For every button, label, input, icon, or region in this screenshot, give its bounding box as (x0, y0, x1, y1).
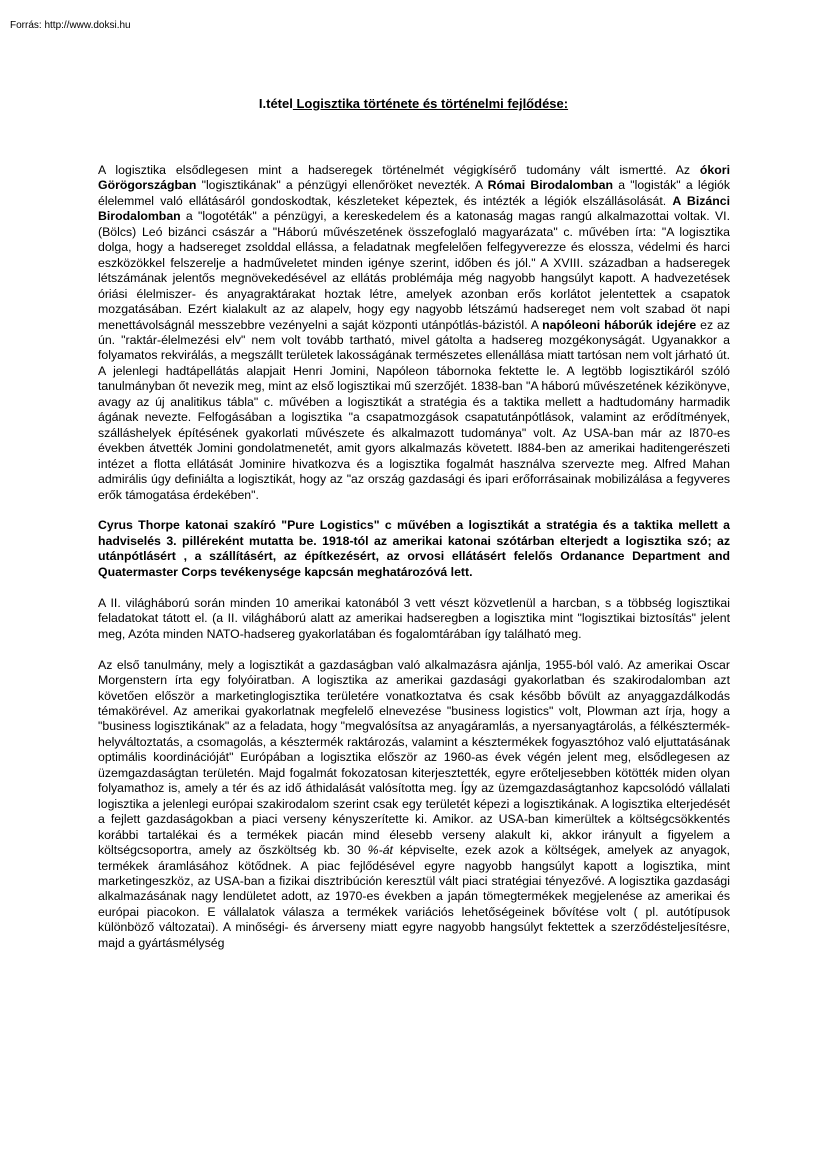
p1-text-4: a "logotéták" a pénzügyi, a kereskedelem és a katonaság magas rangú alkalmazottai voltak. VI. (Bölcs) Leó bizánci császár a "Háború művészetének összefoglaló magyarázata" c. művében írta: "A logisztika dolga, hogy a hadsereget zsolddal ellássa, a feladatnak megfelelően felfegyverezze és elossza, védelmi és harci eszközökkel felszerelje a hadműveletet minden igénye szerint, időben és jól." A XVIII. században a hadseregek létszámának jelentős megnövekedésével az ellátás problémája még nagyobb hangsúlyt kapott. A hadvezetések óriási élelmiszer- és anyagraktárakat hoztak létre, amelyek azonban erős korlátot jelentettek a csapatok mozgatásában. Ezért kialakult az az alapelv, hogy egy nagyobb létszámú hadsereget nem volt szabad öt napi menettávolságnál messzebbre vezényelni a saját központi utánpótlás-bázistól. A (98, 209, 730, 332)
p1-bold-3: A Bizánci Birodalomban (98, 193, 730, 224)
title-main: Logisztika története és történelmi fejlődése: (292, 96, 569, 111)
p1-bold-4: napóleoni háborúk idejére (542, 317, 697, 332)
p1-text-3: a "logisták" a légiók élelemmel való ellátásáról gondoskodtak, készleteket képeztek, és intézték a légiók elszállásolását. (98, 178, 731, 208)
p1-bold-2: Római Birodalomban (487, 178, 614, 193)
page-title (0, 96, 827, 111)
p4-text-1: Az első tanulmány, mely a logisztikát a gazdaságban való alkalmazásra ajánlja, 1955-ból való. Az amerikai Oscar Morgenstern írta egy folyóiratban. A logisztika az amerikai gazdasági gyakorlatban és szakirodalomban azt követően először a marketinglogisztika területére vonatkoztatva és csak később bővült az anyaggazdálkodás témakörével. Az amerikai gyakorlatnak megfelelő elnevezése "business logistics" volt, Plowman azt írja, hogy a "business logisztikának" az a feladata, hogy "megvalósítsa az anyagáramlás, a nyersanyagtárolás, a félkésztermék-helyváltoztatás, a csomagolás, a késztermék raktározás, valamint a késztermékek fogyasztóhoz való eljuttatásának optimális koordinációját" Európában a logisztika először az 1960-as évek végén jelent meg, elsődlegesen az üzemgazdaságtan területén. Majd fogalmát fokozatosan kiterjesztették, egyre erőteljesebben kötötték miden olyan folyamathoz is, amely a tér és az idő áthidalását valósította meg. Így az üzemgazdaságtanhoz kapcsolódó vállalati logisztika a jelenlegi európai szakirodalom szerint csak egy területét képezi a logisztikának. A logisztika elterjedését a fejlett gazdaságokban a piaci verseny kényszerítette ki. Amikor. az USA-ban kimerültek a költségcsökkentés korábbi tartalékai és a termékek piacán mind élesebb verseny alakult ki, akkor irányult a figyelem a költségcsoportra, amely az őszköltség kb. 30 (98, 657, 730, 858)
document-body (98, 163, 730, 967)
p1-text-5: ez az ún. "raktár-élelmezési elv" nem volt tovább tartható, mivel gátolta a hadsereg mozgékonyságát. Ugyanakkor a folyamatos rekvirálás, a megszállt területek lakosságának természetes ellenállása miatt tartósan nem volt járható út. A jelenlegi hadtápellátás alapjait Henri Jomini, Napóleon tábornoka fektette le. A legtöbb logisztikáról szóló tanulmányban őt nevezik meg, mint az első logisztikai mű szerzőjét. 1838-ban "A háború művészetének kézikönyve, avagy az új analitikus tábla" c. művében a logisztikát a stratégia és a taktika mellett a hadtudomány harmadik ágának nevezte. Felfogásában a logisztika "a csapatmozgások csapatutánpótlások, valamint az erődítmények, szálláshelyek építésének gyakorlati művészete és alkalmazott tudománya" volt. Az USA-ban már az I870-es években átvették Jomini gondolatmenetét, amit gyors alkalmazás követett. I884-ben az amerikai haditengerészeti intézet a flotta ellátását Jominire hivatkozva és a logisztika fogalmát használva szervezte meg. Alfred Mahan admirális úgy definiálta a logisztikát, hogy az "az ország gazdasági és ipari erőforrásainak mobilizálása a fegyveres erők támogatása érdekében". (98, 317, 730, 502)
paragraph-history (98, 163, 730, 503)
p4-italic-1: %-át (367, 843, 393, 858)
paragraph-thorpe: Cyrus Thorpe katonai szakíró "Pure Logistics" c művében a logisztikát a stratégia és a taktika mellett a hadviselés 3. pilléreként mutatta be. 1918-tól az amerikai katonai szótárban elterjedt a logisztika szó; az utánpótlásért , a szállításért, az építkezésért, az orvosi ellátásért felelős Ordanance Department and Quatermaster Corps tevékenysége kapcsán meghatározóvá lett. (98, 518, 730, 579)
paragraph-ww2: A II. világháború során minden 10 amerikai katonából 3 vett vészt közvetlenül a harcban, s a többség logisztikai feladatokat tátott el. (a II. világháború alatt az amerikai hadseregben a logisztika mint "logisztikai biztosítás" jelent meg, Azóta minden NATO-hadsereg gyakorlatában és fogalomtárában így található meg. (98, 595, 730, 641)
source-line: Forrás: http://www.doksi.hu (10, 20, 131, 31)
p1-text-1: A logisztika elsődlegesen mint a hadseregek történelmét végigkísérő tudomány vált ismertté. Az (98, 163, 700, 177)
p1-bold-1: ókori Görögországban (98, 163, 730, 193)
paragraph-economy (98, 658, 730, 952)
p4-text-2: képviselte, ezek azok a költségek, amelyek az anyagok, termékek áramlásához kötődnek. A piac fejlődésével egyre nagyobb hangsúlyt kapott a logisztika, mint marketingeszköz, az USA-ban a fizikai disztribúción keresztül vált piaci stratégiai tényezővé. A logisztika gazdasági alkalmazásának nagy lendületet adott, az 1970-es években a japán tömegtermékek megjelenése az amerikai és európai piacokon. E vállalatok válasza a termékek variációs lehetőségeinek bővítése volt ( pl. autótípusok különböző változatai). A minőségi- és árverseny miatt egyre nagyobb hangsúlyt fektettek a szerződésteljesítésre, majd a gyártásmélység (98, 843, 730, 950)
title-prefix: I.tétel (258, 96, 293, 111)
p1-text-2: "logisztikának" a pénzügyi ellenőröket nevezték. A (196, 178, 488, 193)
